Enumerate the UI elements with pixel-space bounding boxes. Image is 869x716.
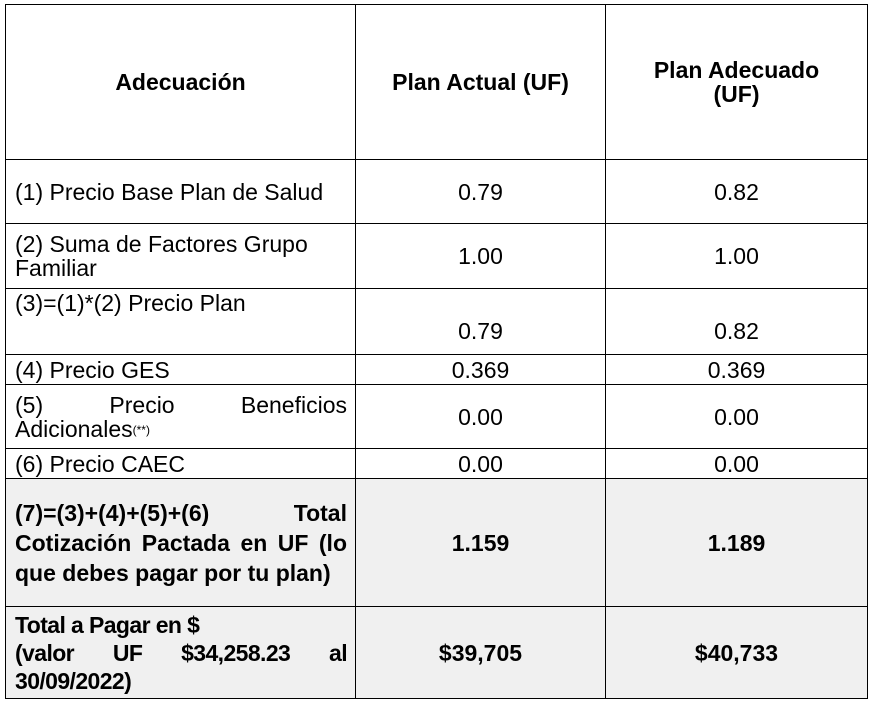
plan-actual-value: 1.159 — [356, 479, 606, 607]
table-row — [6, 449, 868, 479]
footnote-marker: (**) — [132, 422, 150, 437]
plan-adecuado-value: 0.00 — [606, 385, 868, 449]
plan-actual-value: 0.00 — [356, 449, 606, 479]
header-adecuacion: Adecuación — [6, 5, 356, 160]
row-label: (6) Precio CAEC — [6, 449, 356, 479]
row-label: (2) Suma de Factores Grupo Familiar — [6, 224, 356, 289]
plan-adecuado-value: $40,733 — [606, 607, 868, 699]
plan-adecuado-value: 0.82 — [606, 289, 868, 355]
plan-adecuado-value: 0.369 — [606, 355, 868, 385]
header-plan-adecuado: Plan Adecuado (UF) — [606, 5, 868, 160]
row-label: (1) Precio Base Plan de Salud — [6, 160, 356, 224]
plan-actual-value: 0.79 — [356, 160, 606, 224]
row-label: Total a Pagar en $ (valor UF $34,258.23 al 30/09/2022) — [6, 607, 356, 699]
table-row — [6, 224, 868, 289]
plan-actual-value: $39,705 — [356, 607, 606, 699]
plan-adecuado-value: 1.189 — [606, 479, 868, 607]
row-label: (3)=(1)*(2) Precio Plan — [6, 289, 356, 355]
table-row-total-uf — [6, 479, 868, 607]
table-row — [6, 385, 868, 449]
plan-comparison-table — [5, 4, 868, 699]
table-header-row — [6, 5, 868, 160]
plan-actual-value: 0.79 — [356, 289, 606, 355]
plan-actual-value: 0.369 — [356, 355, 606, 385]
table-row — [6, 289, 868, 355]
table-row — [6, 355, 868, 385]
plan-adecuado-value: 0.00 — [606, 449, 868, 479]
row-label: (4) Precio GES — [6, 355, 356, 385]
plan-actual-value: 0.00 — [356, 385, 606, 449]
row-label: (5) Precio Beneficios Adicionales(**) — [6, 385, 356, 449]
table-row-total-pesos — [6, 607, 868, 699]
plan-adecuado-value: 0.82 — [606, 160, 868, 224]
table-row — [6, 160, 868, 224]
header-plan-actual: Plan Actual (UF) — [356, 5, 606, 160]
row-label: (7)=(3)+(4)+(5)+(6) Total Cotización Pactada en UF (lo que debes pagar por tu plan) — [6, 479, 356, 607]
plan-adecuado-value: 1.00 — [606, 224, 868, 289]
plan-actual-value: 1.00 — [356, 224, 606, 289]
